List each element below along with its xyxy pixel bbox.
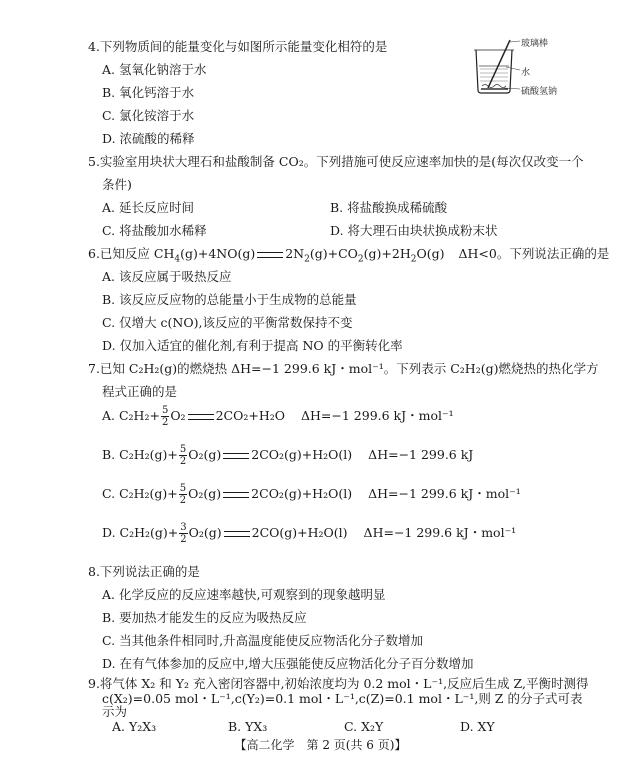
q7-option-b [102, 442, 473, 468]
q6-stem-part: ΔH<0。下列说法正确的是 [458, 246, 610, 261]
q7-option-d [102, 520, 516, 546]
q7-option-d-product: 2CO(g)+H₂O(l) [251, 525, 348, 540]
q9-option-d: D. XY [460, 719, 495, 734]
q8-option-b: B. 要加热才能发生的反应为吸热反应 [102, 610, 307, 625]
q7-option-b-product: 2CO₂(g)+H₂O(l) [251, 447, 353, 462]
q4-option-d: D. 浓硫酸的稀释 [102, 131, 195, 146]
equals-sign [223, 453, 249, 459]
q7-option-c-enthalpy: ΔH=−1 299.6 kJ・mol⁻¹ [368, 486, 521, 501]
q9-stem-line2: c(X₂)=0.05 mol・L⁻¹,c(Y₂)=0.1 mol・L⁻¹,c(Z)=0.1 mol・L⁻¹,则 Z 的分子式可表 [102, 691, 583, 706]
q7-stem: 7.已知 C₂H₂(g)的燃烧热 ΔH=−1 299.6 kJ・mol⁻¹。下列表示 C₂H₂(g)燃烧热的热化学方 [88, 361, 599, 376]
fraction-numerator: 5 [179, 444, 187, 455]
q6-stem: 6.已知反应 $CH_4(g)+4NO(g)$ $2N_2(g)+CO_2(g)+2H_2O(g)$ ΔH<0。下列说法正确的是 [88, 246, 610, 265]
q9-stem-line3: 示为 [102, 704, 128, 719]
q7-option-c-reactant: C. C₂H₂(g)+ [102, 486, 178, 501]
fraction-denominator: 2 [161, 417, 169, 428]
fraction-numerator: 3 [180, 522, 187, 533]
q5-option-d: D. 将大理石由块状换成粉末状 [330, 223, 498, 238]
figure-label-sodium-bisulfate: 硫酸氢钠 [521, 87, 558, 97]
q7-option-b-reactant: B. C₂H₂(g)+ [102, 447, 178, 462]
fraction-three-halves [179, 522, 187, 545]
q4-option-a: A. 氢氧化钠溶于水 [102, 62, 207, 77]
q7-option-b-oxygen: O₂(g) [188, 447, 222, 462]
q6-option-a: A. 该反应属于吸热反应 [102, 269, 232, 284]
q7-option-d-oxygen: O₂(g) [188, 525, 222, 540]
fraction-numerator: 5 [179, 483, 187, 494]
q6-option-c: C. 仅增大 c(NO),该反应的平衡常数保持不变 [102, 315, 353, 330]
q7-option-c-product: 2CO₂(g)+H₂O(l) [251, 486, 353, 501]
q9-stem: 9.将气体 X₂ 和 Y₂ 充入密闭容器中,初始浓度均为 0.2 mol・L⁻¹,反应后生成 Z,平衡时测得 [88, 676, 589, 691]
q6-stem-part: (g)+4NO(g) [180, 246, 256, 261]
q8-option-c: C. 当其他条件相同时,升高温度能使反应物活化分子数增加 [102, 633, 424, 648]
page-footer: 【高二化学 第 2 页(共 6 页)】 [234, 738, 407, 752]
q7-option-a-product: 2CO₂+H₂O [215, 408, 285, 423]
q4-option-b: B. 氧化钙溶于水 [102, 85, 195, 100]
q7-option-c-oxygen: O₂(g) [188, 486, 222, 501]
q7-option-a-enthalpy: ΔH=−1 299.6 kJ・mol⁻¹ [301, 408, 454, 423]
q7-option-c [102, 481, 521, 507]
q9-option-b: B. YX₃ [228, 719, 268, 734]
equals-sign [224, 531, 250, 537]
q7-stem-continued: 程式正确的是 [102, 384, 178, 399]
q6-stem-part: (g)+CO [309, 246, 358, 261]
q5-stem: 5.实验室用块状大理石和盐酸制备 CO₂。下列措施可使反应速率加快的是(每次仅改变一个 [88, 154, 584, 169]
equals-sign [223, 492, 249, 498]
fraction-numerator: 5 [161, 405, 169, 416]
equals-sign [257, 252, 283, 258]
q7-option-a-oxygen: O₂ [170, 408, 186, 423]
q8-option-d: D. 在有气体参加的反应中,增大压强能使反应物活化分子百分数增加 [102, 656, 474, 671]
q4-stem: 4.下列物质间的能量变化与如图所示能量变化相符的是 [88, 39, 388, 54]
beaker-figure [468, 36, 531, 96]
q8-stem: 8.下列说法正确的是 [88, 564, 200, 579]
q7-option-d-enthalpy: ΔH=−1 299.6 kJ・mol⁻¹ [363, 525, 517, 540]
q6-stem-part: 2N [285, 246, 305, 261]
q9-option-a: A. Y₂X₃ [112, 719, 157, 734]
q7-option-b-enthalpy: ΔH=−1 299.6 kJ [368, 447, 474, 462]
q6-stem-part: (g)+2H [363, 246, 411, 261]
q6-stem-part: 6.已知反应 CH [88, 246, 175, 261]
fraction-denominator: 2 [179, 495, 187, 506]
q7-option-a-reactant: A. C₂H₂+ [102, 408, 160, 423]
q9-option-c: C. X₂Y [344, 719, 384, 734]
figure-label-glass-rod: 玻璃棒 [521, 39, 549, 49]
q5-option-c: C. 将盐酸加水稀释 [102, 223, 207, 238]
q6-option-d: D. 仅加入适宜的催化剂,有利于提高 NO 的平衡转化率 [102, 338, 403, 353]
q5-option-a: A. 延长反应时间 [102, 200, 194, 215]
fraction-denominator: 2 [179, 456, 187, 467]
q6-stem-part: O(g) [416, 246, 445, 261]
q7-option-a [102, 403, 454, 429]
q8-option-a: A. 化学反应的反应速率越快,可观察到的现象越明显 [102, 587, 386, 602]
fraction-denominator: 2 [180, 534, 187, 545]
q7-option-d-reactant: D. C₂H₂(g)+ [102, 525, 179, 540]
equals-sign [188, 414, 214, 420]
figure-label-water: 水 [521, 68, 531, 78]
q4-option-c: C. 氯化铵溶于水 [102, 108, 195, 123]
fraction-five-halves [161, 405, 169, 428]
fraction-five-halves [179, 444, 187, 467]
q6-option-b: B. 该反应反应物的总能量小于生成物的总能量 [102, 292, 357, 307]
q5-stem-continued: 条件) [102, 177, 132, 192]
fraction-five-halves [179, 483, 187, 506]
q5-option-b: B. 将盐酸换成稀硫酸 [330, 200, 448, 215]
